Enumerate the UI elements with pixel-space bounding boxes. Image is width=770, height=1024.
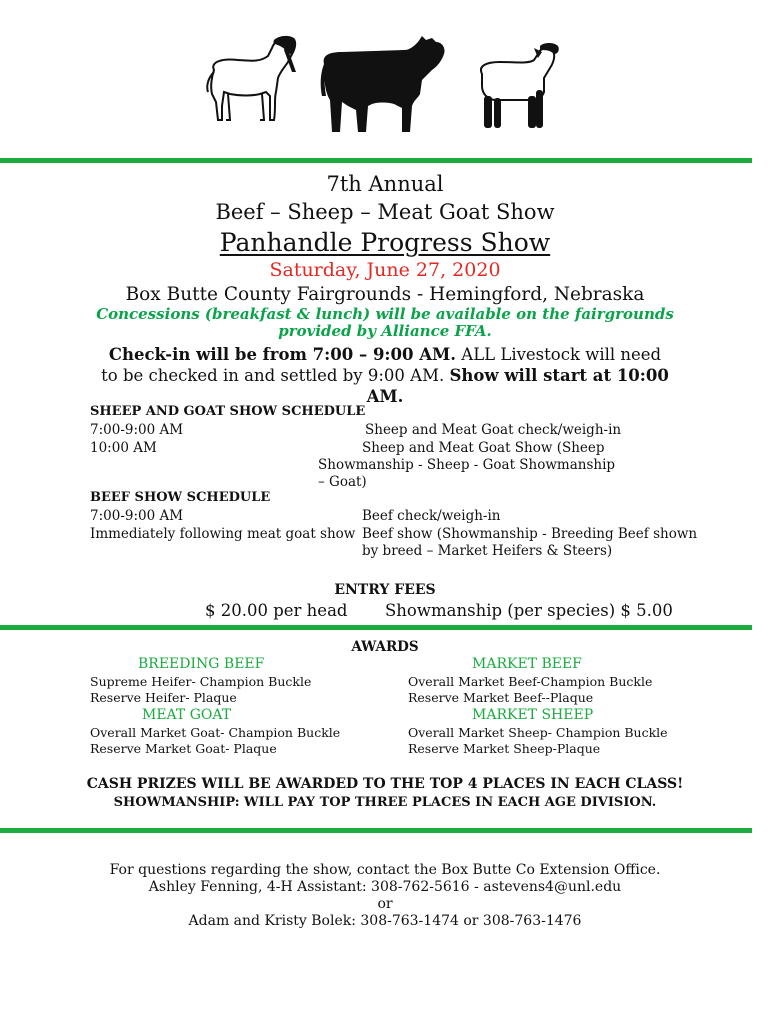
showmanship-prizes-note: SHOWMANSHIP: WILL PAY TOP THREE PLACES IN EACH AGE DIVISION.: [113, 795, 657, 810]
award-category-title: MARKET BEEF: [472, 656, 582, 672]
beef-schedule-heading: BEEF SHOW SCHEDULE: [90, 490, 271, 505]
cash-prizes-note: CASH PRIZES WILL BE AWARDED TO THE TOP 4 PLACES IN EACH CLASS!: [86, 776, 684, 792]
contact-intro: For questions regarding the show, contact the Box Butte Co Extension Office.: [109, 862, 661, 878]
schedule-event: Beef check/weigh-in: [362, 508, 501, 524]
schedule-event-continued: Showmanship - Sheep - Goat Showmanship: [318, 457, 616, 473]
award-line: Reserve Market Goat- Plaque: [90, 741, 277, 756]
divider-top: [0, 158, 752, 163]
divider-middle: [0, 625, 752, 630]
checkin-bold-1: Check-in will be from 7:00 – 9:00 AM.: [108, 345, 457, 364]
event-date: Saturday, June 27, 2020: [269, 259, 501, 281]
checkin-text: ALL Livestock will need to be checked in and settled by 9:00 AM.: [101, 345, 662, 385]
award-line: Supreme Heifer- Champion Buckle: [90, 674, 312, 689]
event-edition: 7th Annual: [326, 172, 444, 196]
schedule-event: Beef show (Showmanship - Breeding Beef shown: [362, 526, 698, 542]
entry-fee-showmanship: Showmanship (per species) $ 5.00: [385, 601, 673, 620]
award-category-title: BREEDING BEEF: [138, 656, 265, 672]
contact-or: or: [377, 896, 393, 912]
page-title: Panhandle Progress Show: [219, 228, 551, 257]
schedule-event: Sheep and Meat Goat check/weigh-in: [365, 422, 622, 438]
schedule-time: Immediately following meat goat show: [90, 526, 356, 542]
checkin-bold-2: Show will start at 10:00 AM.: [366, 366, 669, 406]
steer-icon: [318, 34, 450, 134]
award-line: Reserve Market Beef--Plaque: [408, 690, 594, 705]
award-line: Reserve Market Sheep-Plaque: [408, 741, 601, 756]
award-category-title: MEAT GOAT: [142, 707, 232, 723]
schedule-event-continued: – Goat): [318, 474, 367, 490]
award-line: Reserve Heifer- Plaque: [90, 690, 237, 705]
contact-assistant: Ashley Fenning, 4-H Assistant: 308-762-5616 - astevens4@unl.edu: [148, 879, 622, 895]
contact-bolek: Adam and Kristy Bolek: 308-763-1474 or 308-763-1476: [188, 913, 582, 929]
award-category-title: MARKET SHEEP: [472, 707, 594, 723]
award-line: Overall Market Goat- Champion Buckle: [90, 725, 341, 740]
schedule-event: Sheep and Meat Goat Show (Sheep: [362, 440, 605, 456]
awards-heading: AWARDS: [351, 639, 419, 655]
event-name: Beef – Sheep – Meat Goat Show: [215, 200, 555, 224]
entry-fees-heading: ENTRY FEES: [334, 582, 436, 598]
lamb-icon: [472, 40, 560, 132]
checkin-note: [100, 344, 670, 407]
event-venue: Box Butte County Fairgrounds - Hemingford, Nebraska: [125, 284, 645, 305]
entry-fee-per-head: $ 20.00 per head: [205, 601, 348, 620]
schedule-time: 7:00-9:00 AM: [90, 422, 184, 438]
divider-bottom: [0, 828, 752, 833]
award-line: Overall Market Sheep- Champion Buckle: [408, 725, 668, 740]
concessions-note: Concessions (breakfast & lunch) will be available on the fairgrounds provided by Alliance FFA.: [96, 305, 674, 340]
sheep-goat-schedule-heading: SHEEP AND GOAT SHOW SCHEDULE: [90, 404, 366, 419]
schedule-time: 10:00 AM: [90, 440, 157, 456]
award-line: Overall Market Beef-Champion Buckle: [408, 674, 653, 689]
goat-icon: [200, 32, 300, 128]
schedule-time: 7:00-9:00 AM: [90, 508, 184, 524]
schedule-event-continued: by breed – Market Heifers & Steers): [362, 543, 613, 559]
